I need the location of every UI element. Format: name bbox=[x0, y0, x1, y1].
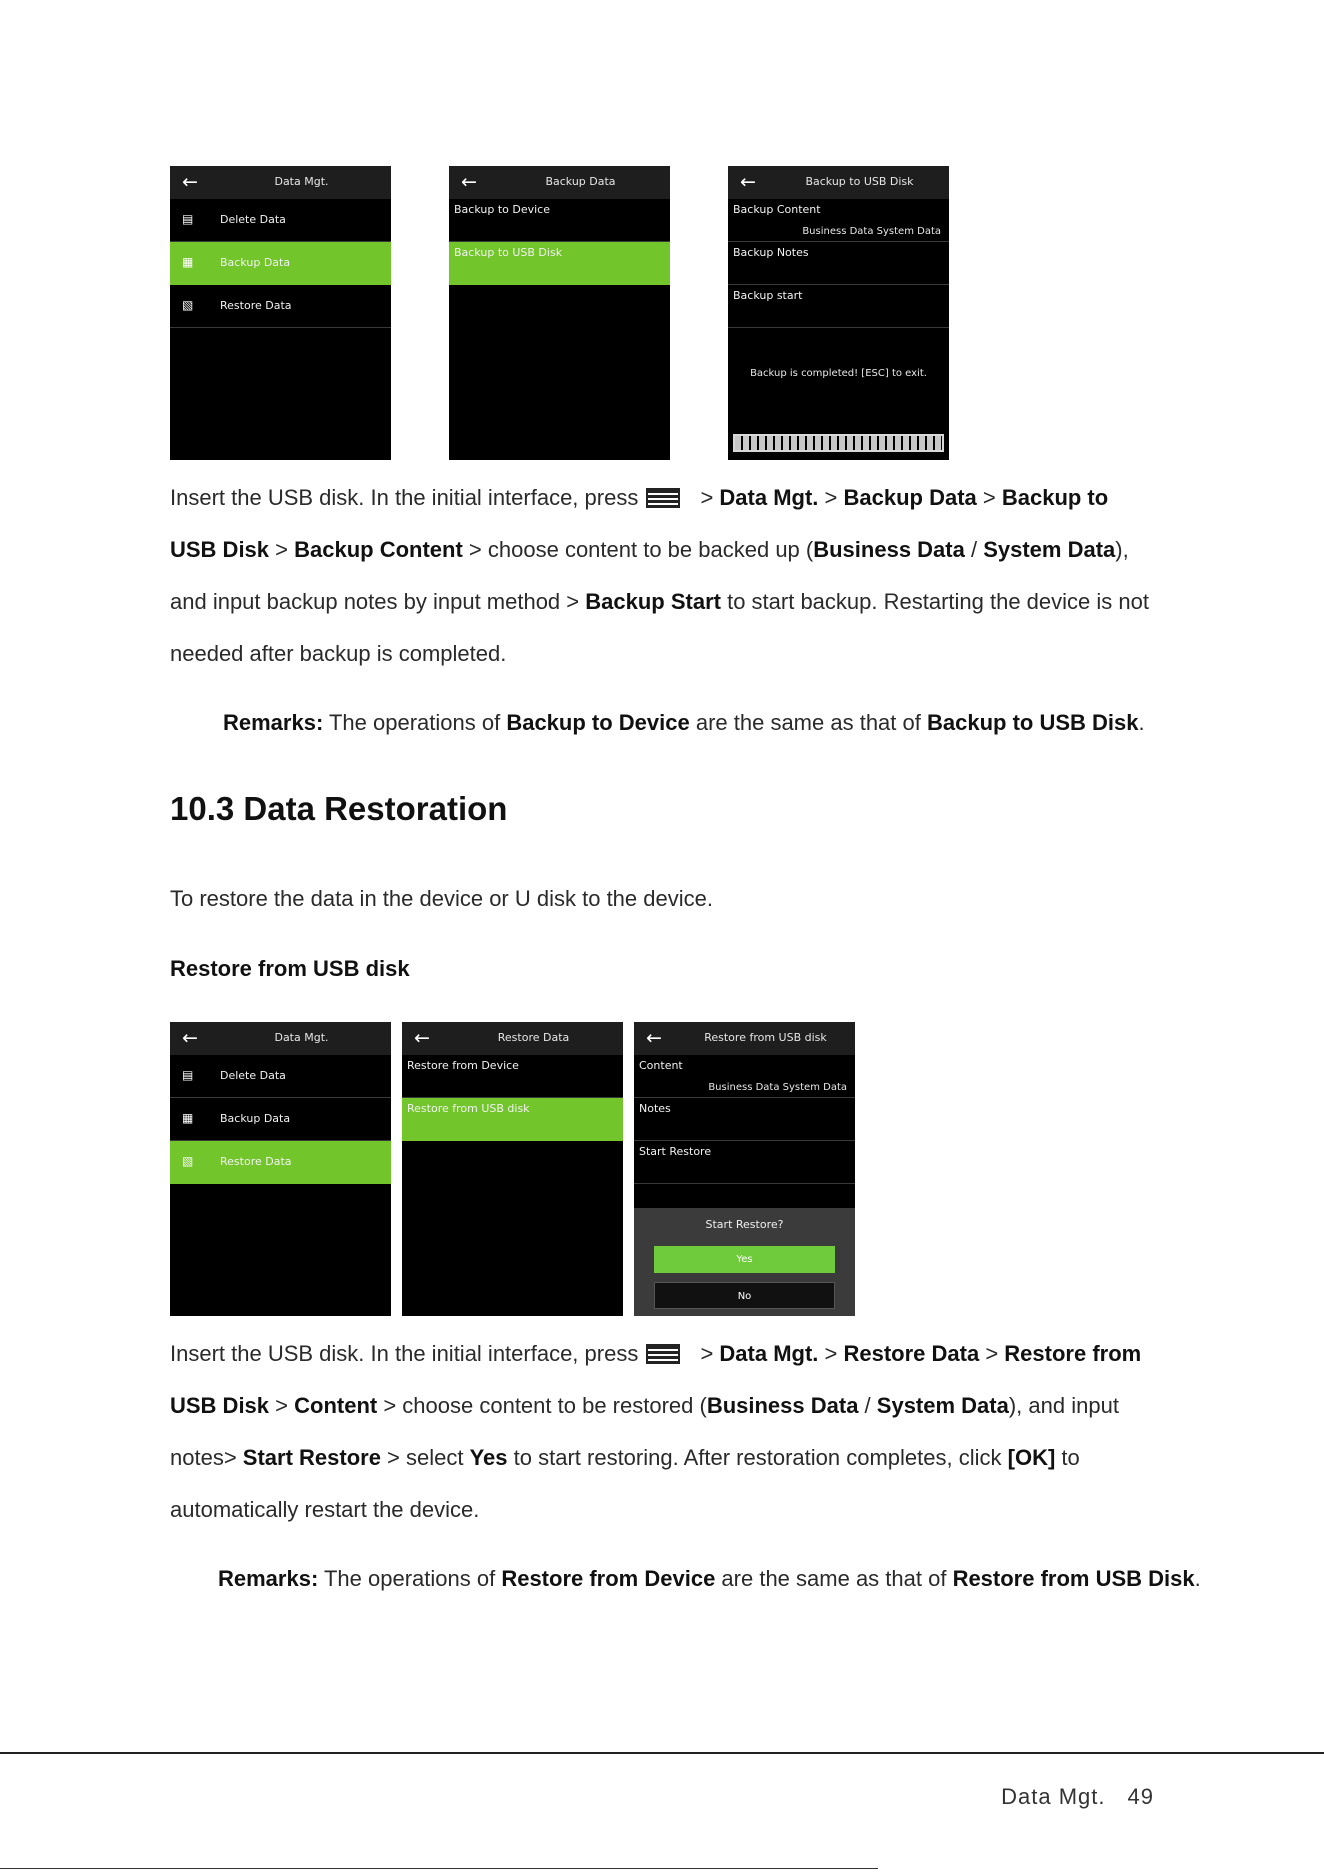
text: / bbox=[964, 537, 984, 562]
backup-icon: ▦ bbox=[182, 1111, 194, 1125]
screen-header bbox=[449, 166, 670, 199]
screen-title: Restore Data bbox=[497, 1031, 570, 1044]
section-heading: 10.3 Data Restoration bbox=[170, 790, 508, 827]
text: > bbox=[818, 1341, 844, 1366]
bold-text: Content bbox=[294, 1393, 378, 1418]
menu-item-label: Restore from Device bbox=[407, 1059, 519, 1072]
footer-divider bbox=[0, 1752, 1324, 1754]
bold-text: Backup to USB Disk bbox=[170, 485, 1109, 562]
menu-item-backup-data[interactable] bbox=[170, 242, 391, 285]
setting-label: Backup Content bbox=[733, 203, 821, 216]
setting-backup-notes[interactable] bbox=[728, 242, 949, 285]
text: / bbox=[858, 1393, 877, 1418]
setting-label: Start Restore bbox=[639, 1145, 712, 1158]
screen-header bbox=[634, 1022, 855, 1055]
back-arrow-icon[interactable]: ← bbox=[414, 1027, 430, 1049]
screen-backup-to-usb bbox=[728, 166, 949, 460]
setting-value: Business Data System Data bbox=[802, 226, 941, 237]
screen-title: Data Mgt. bbox=[274, 1031, 329, 1044]
menu-item-restore-from-device[interactable] bbox=[402, 1055, 623, 1098]
text: . bbox=[1194, 1566, 1201, 1591]
dialog-title: Start Restore? bbox=[705, 1218, 784, 1231]
setting-notes[interactable] bbox=[634, 1098, 855, 1141]
setting-label: Backup start bbox=[733, 289, 803, 302]
menu-item-backup-to-usb[interactable] bbox=[449, 242, 670, 285]
text: > choose content to be restored ( bbox=[377, 1393, 707, 1418]
setting-content[interactable] bbox=[634, 1055, 855, 1098]
text: Insert the USB disk. In the initial interface, press bbox=[170, 485, 639, 510]
bold-text: System Data bbox=[983, 537, 1116, 562]
text: to start backup. Restarting the device is not needed after backup is completed. bbox=[170, 589, 1149, 666]
menu-item-label: Restore from USB disk bbox=[407, 1102, 530, 1115]
text: > select bbox=[380, 1445, 470, 1470]
screen-data-mgt-backup bbox=[170, 166, 391, 460]
text: . bbox=[1138, 710, 1145, 735]
back-arrow-icon[interactable]: ← bbox=[646, 1027, 662, 1049]
text: > bbox=[976, 485, 1002, 510]
setting-value: Business Data System Data bbox=[708, 1082, 847, 1093]
bold-text: Restore from USB Disk bbox=[952, 1566, 1195, 1591]
menu-item-delete-data[interactable] bbox=[170, 1055, 391, 1098]
bold-text: Yes bbox=[469, 1445, 508, 1470]
text: > bbox=[694, 1341, 720, 1366]
instruction-paragraph-backup bbox=[170, 472, 1160, 680]
bold-text: Business Data bbox=[813, 537, 965, 562]
screen-title: Backup Data bbox=[545, 175, 616, 188]
menu-item-label: Delete Data bbox=[220, 1069, 286, 1082]
text: Insert the USB disk. In the initial interface, press bbox=[170, 1341, 639, 1366]
screen-restore-from-usb bbox=[634, 1022, 855, 1316]
remark-label: Remarks: bbox=[218, 1566, 319, 1591]
subsection-heading: Restore from USB disk bbox=[170, 956, 410, 981]
text: are the same as that of bbox=[689, 710, 927, 735]
database-icon: ▤ bbox=[182, 212, 194, 226]
menu-item-label: Delete Data bbox=[220, 213, 286, 226]
database-icon: ▤ bbox=[182, 1068, 194, 1082]
screen-header bbox=[170, 166, 391, 199]
text: > bbox=[269, 537, 295, 562]
bold-text: Backup to USB Disk bbox=[926, 710, 1139, 735]
screen-header bbox=[728, 166, 949, 199]
menu-item-restore-data[interactable] bbox=[170, 1141, 391, 1184]
screen-title: Restore from USB disk bbox=[704, 1031, 827, 1044]
text: > bbox=[694, 485, 720, 510]
bold-text: Business Data bbox=[706, 1393, 859, 1418]
text: > bbox=[979, 1341, 1005, 1366]
page-footer bbox=[1001, 1784, 1154, 1810]
menu-item-label: Restore Data bbox=[220, 299, 292, 312]
menu-item-restore-data[interactable] bbox=[170, 285, 391, 328]
menu-item-label: Backup Data bbox=[220, 1112, 291, 1125]
bold-text: Backup to Device bbox=[506, 710, 690, 735]
no-button[interactable]: No bbox=[654, 1282, 835, 1309]
footer-section: Data Mgt. bbox=[1001, 1784, 1106, 1809]
progress-bar bbox=[733, 434, 944, 452]
remark-label: Remarks: bbox=[223, 710, 324, 735]
bold-text: Data Mgt. bbox=[719, 1341, 819, 1366]
back-arrow-icon[interactable]: ← bbox=[461, 171, 477, 193]
menu-item-backup-data[interactable] bbox=[170, 1098, 391, 1141]
screen-data-mgt-restore bbox=[170, 1022, 391, 1316]
backup-icon: ▦ bbox=[182, 255, 194, 269]
screen-title: Backup to USB Disk bbox=[805, 175, 914, 188]
screen-restore-data bbox=[402, 1022, 623, 1316]
back-arrow-icon[interactable]: ← bbox=[740, 171, 756, 193]
instruction-paragraph-restore bbox=[170, 1328, 1160, 1536]
page-number: 49 bbox=[1127, 1784, 1154, 1809]
menu-item-backup-to-device[interactable] bbox=[449, 199, 670, 242]
text: are the same as that of bbox=[715, 1566, 953, 1591]
bold-text: Restore from USB Disk bbox=[170, 1341, 1142, 1418]
setting-label: Backup Notes bbox=[733, 246, 809, 259]
menu-item-restore-from-usb[interactable] bbox=[402, 1098, 623, 1141]
menu-key-icon bbox=[646, 488, 680, 508]
menu-item-label: Backup to Device bbox=[454, 203, 550, 216]
restore-icon: ▧ bbox=[182, 298, 194, 312]
text: to start restoring. After restoration completes, click bbox=[507, 1445, 1008, 1470]
back-arrow-icon[interactable]: ← bbox=[182, 1027, 198, 1049]
status-message: Backup is completed! [ESC] to exit. bbox=[750, 368, 927, 379]
yes-button[interactable]: Yes bbox=[654, 1246, 835, 1273]
bold-text: Backup Data bbox=[843, 485, 977, 510]
menu-key-icon bbox=[646, 1344, 680, 1364]
bold-text: Start Restore bbox=[242, 1445, 381, 1470]
remark-backup bbox=[223, 710, 1145, 736]
menu-item-label: Restore Data bbox=[220, 1155, 292, 1168]
text: ), and input backup notes by input method > bbox=[170, 537, 1129, 614]
text: > bbox=[269, 1393, 295, 1418]
text: > bbox=[818, 485, 844, 510]
bold-text: Restore Data bbox=[843, 1341, 980, 1366]
screen-header bbox=[170, 1022, 391, 1055]
bold-text: Backup Content bbox=[294, 537, 463, 562]
menu-item-delete-data[interactable] bbox=[170, 199, 391, 242]
bold-text: Data Mgt. bbox=[719, 485, 819, 510]
setting-label: Notes bbox=[639, 1102, 671, 1115]
back-arrow-icon[interactable]: ← bbox=[182, 171, 198, 193]
text: The operations of bbox=[318, 1566, 502, 1591]
section-intro: To restore the data in the device or U disk to the device. bbox=[170, 886, 713, 911]
screen-header bbox=[402, 1022, 623, 1055]
menu-item-label: Backup to USB Disk bbox=[454, 246, 563, 259]
setting-backup-start[interactable] bbox=[728, 285, 949, 328]
restore-icon: ▧ bbox=[182, 1154, 194, 1168]
setting-start-restore[interactable] bbox=[634, 1141, 855, 1184]
setting-label: Content bbox=[639, 1059, 683, 1072]
text: The operations of bbox=[323, 710, 507, 735]
bold-text: System Data bbox=[876, 1393, 1009, 1418]
text: ), and input notes> bbox=[170, 1393, 1119, 1470]
bold-text: Backup Start bbox=[585, 589, 721, 614]
menu-item-label: Backup Data bbox=[220, 256, 291, 269]
bold-text: [OK] bbox=[1007, 1445, 1056, 1470]
screen-backup-data bbox=[449, 166, 670, 460]
text: > choose content to be backed up ( bbox=[462, 537, 814, 562]
bottom-rule bbox=[0, 1868, 878, 1869]
confirm-dialog bbox=[634, 1208, 855, 1316]
screen-title: Data Mgt. bbox=[274, 175, 329, 188]
bold-text: Restore from Device bbox=[501, 1566, 716, 1591]
setting-backup-content[interactable] bbox=[728, 199, 949, 242]
remark-restore bbox=[218, 1566, 1201, 1592]
text: to automatically restart the device. bbox=[170, 1445, 1080, 1522]
